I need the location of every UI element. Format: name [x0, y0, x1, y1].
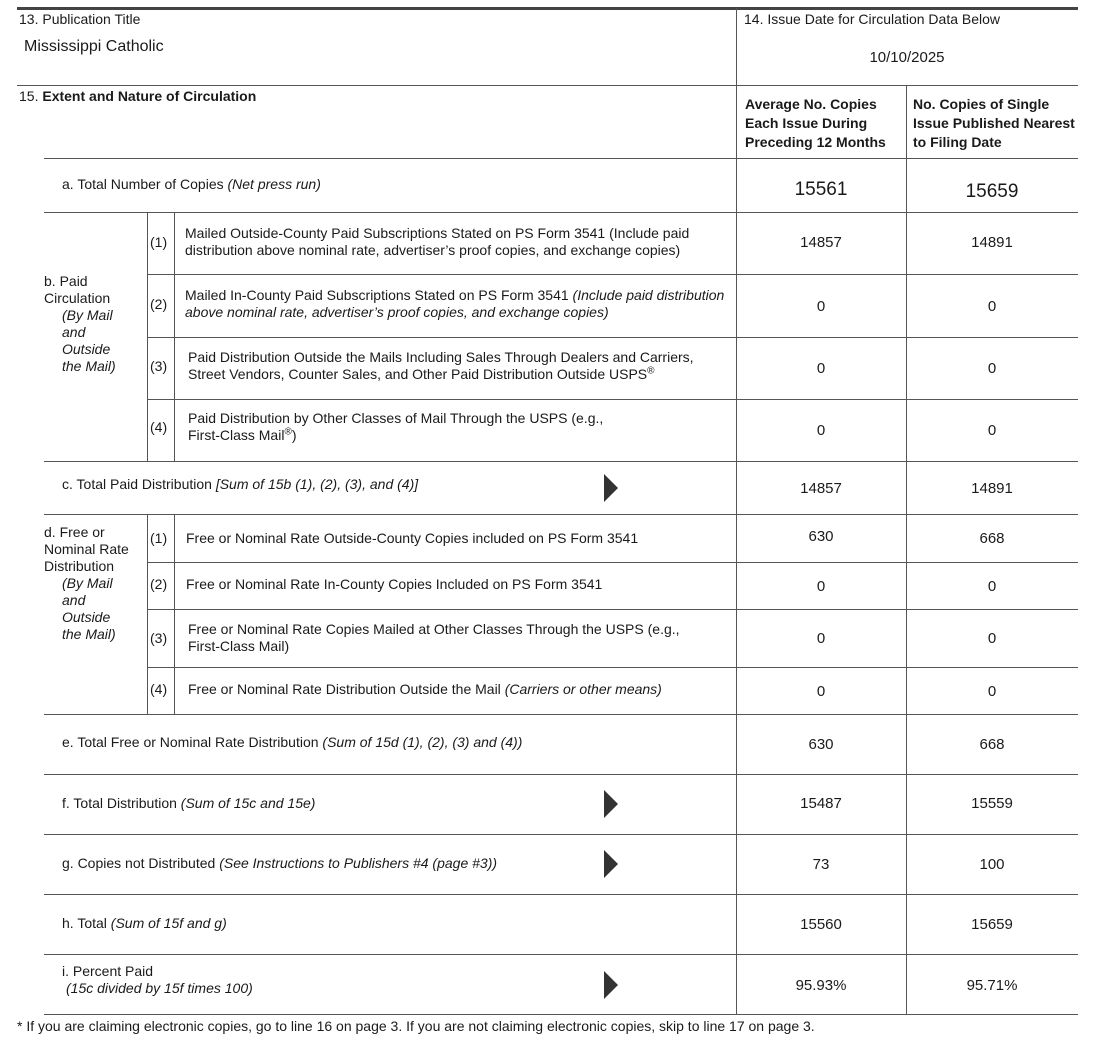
d2-avg: 0 — [816, 578, 826, 595]
row-h-label: h. Total (Sum of 15f and g) — [62, 915, 227, 931]
b4-single: 0 — [987, 422, 997, 439]
rule-after-h — [44, 954, 1078, 955]
b1-num: (1) — [150, 234, 168, 250]
row-i-note: (15c divided by 15f times 100) — [66, 980, 253, 996]
b2-text: Mailed In-County Paid Subscriptions Stated on PS Form 3541 (Include paid distribution above nominal rate, advertiser’s proof copies, and exchange copies) — [185, 287, 725, 320]
d1-text: Free or Nominal Rate Outside-County Copies included on PS Form 3541 — [186, 530, 639, 546]
arrow-c-icon — [604, 474, 618, 502]
rule-b3 — [147, 399, 1078, 400]
rule-after-b — [44, 461, 1078, 462]
issue-date-value: 10/10/2025 — [869, 49, 945, 66]
row-g-label: g. Copies not Distributed (See Instructions to Publishers #4 (page #3)) — [62, 855, 498, 871]
row-i-label: i. Percent Paid — [62, 963, 154, 979]
b4-text: Paid Distribution by Other Classes of Mail Through the USPS (e.g., First-Class Mail®) — [188, 410, 604, 443]
b1-text: Mailed Outside-County Paid Subscriptions Stated on PS Form 3541 (Include paid distribution above nominal rate, advertiser’s proof copies, and exchange copies) — [185, 225, 690, 258]
row-h-single: 15659 — [971, 916, 1013, 933]
b4-avg: 0 — [816, 422, 826, 439]
b2-single: 0 — [987, 298, 997, 315]
rule-after-g — [44, 894, 1078, 895]
b-group-divider-left — [147, 212, 148, 461]
row-c-avg: 14857 — [800, 480, 842, 497]
pub-title-label: 13. Publication Title — [19, 11, 141, 27]
b3-text: Paid Distribution Outside the Mails Including Sales Through Dealers and Carriers, Street Vendors, Counter Sales, and Other Paid Distribution Outside USPS® — [188, 349, 694, 382]
d-group-divider-right — [174, 514, 175, 714]
arrow-f-icon — [604, 790, 618, 818]
row-c-single: 14891 — [971, 480, 1013, 497]
b-group-label: b. Paid Circulation (By Mail and Outside the Mail) — [44, 273, 116, 374]
d4-avg: 0 — [816, 683, 826, 700]
b3-single: 0 — [987, 360, 997, 377]
d2-num: (2) — [150, 576, 168, 592]
b-group-divider-right — [174, 212, 175, 461]
d3-single: 0 — [987, 630, 997, 647]
rule-d3 — [147, 667, 1078, 668]
row-i-avg: 95.93% — [795, 977, 847, 994]
b1-avg: 14857 — [800, 234, 842, 251]
b2-avg: 0 — [816, 298, 826, 315]
row-e-single: 668 — [979, 736, 1005, 753]
col-header-average: Average No. Copies Each Issue During Preceding 12 Months — [745, 96, 886, 150]
d3-text: Free or Nominal Rate Copies Mailed at Other Classes Through the USPS (e.g., First-Class Mail) — [188, 621, 680, 654]
pub-title-value: Mississippi Catholic — [24, 38, 164, 55]
d4-text: Free or Nominal Rate Distribution Outside the Mail (Carriers or other means) — [188, 681, 662, 697]
row-f-label: f. Total Distribution (Sum of 15c and 15e) — [62, 795, 316, 811]
b3-num: (3) — [150, 358, 168, 374]
row-h-avg: 15560 — [800, 916, 842, 933]
rule-after-f — [44, 834, 1078, 835]
b1-single: 14891 — [971, 234, 1013, 251]
rule-b1 — [147, 274, 1078, 275]
row-g-single: 100 — [979, 856, 1005, 873]
rule-after-e — [44, 774, 1078, 775]
b3-avg: 0 — [816, 360, 826, 377]
arrow-i-icon — [604, 971, 618, 999]
d2-text: Free or Nominal Rate In-County Copies Included on PS Form 3541 — [186, 576, 603, 592]
row-a-avg: 15561 — [794, 179, 848, 200]
row-e-avg: 630 — [808, 736, 834, 753]
arrow-g-icon — [604, 850, 618, 878]
d2-single: 0 — [987, 578, 997, 595]
rule-b2 — [147, 337, 1078, 338]
footnote: * If you are claiming electronic copies, go to line 16 on page 3. If you are not claiming electronic copies, skip to line 17 on page 3. — [17, 1018, 815, 1034]
row-a-label: a. Total Number of Copies (Net press run) — [62, 176, 321, 192]
d1-avg: 630 — [808, 528, 834, 545]
rule-d1 — [147, 562, 1078, 563]
d1-num: (1) — [150, 530, 168, 546]
row-f-avg: 15487 — [800, 795, 842, 812]
row-f-single: 15559 — [971, 795, 1013, 812]
d1-single: 668 — [979, 530, 1005, 547]
issue-date-label: 14. Issue Date for Circulation Data Below — [744, 11, 1001, 27]
rule-after-a — [44, 212, 1078, 213]
rule-d2 — [147, 609, 1078, 610]
row-g-avg: 73 — [812, 856, 830, 873]
b4-num: (4) — [150, 419, 168, 435]
b2-num: (2) — [150, 296, 168, 312]
row-i-single: 95.71% — [966, 977, 1018, 994]
top-rule — [17, 7, 1078, 10]
col-header-single-issue: No. Copies of Single Issue Published Nearest to Filing Date — [913, 96, 1075, 150]
rule-after-d — [44, 714, 1078, 715]
rule-after-col-headers — [44, 158, 1078, 159]
row-e-label: e. Total Free or Nominal Rate Distribution (Sum of 15d (1), (2), (3) and (4)) — [62, 734, 523, 750]
d3-avg: 0 — [816, 630, 826, 647]
d4-single: 0 — [987, 683, 997, 700]
col-divider-values — [906, 85, 907, 1014]
rule-bottom — [44, 1014, 1078, 1015]
d-group-divider-left — [147, 514, 148, 714]
rule-after-c — [44, 514, 1078, 515]
d3-num: (3) — [150, 630, 168, 646]
row-a-single: 15659 — [965, 181, 1019, 202]
section-15-title: 15. Extent and Nature of Circulation — [19, 88, 257, 104]
d4-num: (4) — [150, 681, 168, 697]
row-c-label: c. Total Paid Distribution [Sum of 15b (1), (2), (3), and (4)] — [62, 476, 419, 492]
d-group-label: d. Free or Nominal Rate Distribution (By Mail and Outside the Mail) — [44, 524, 129, 642]
rule-after-header — [17, 85, 1078, 86]
